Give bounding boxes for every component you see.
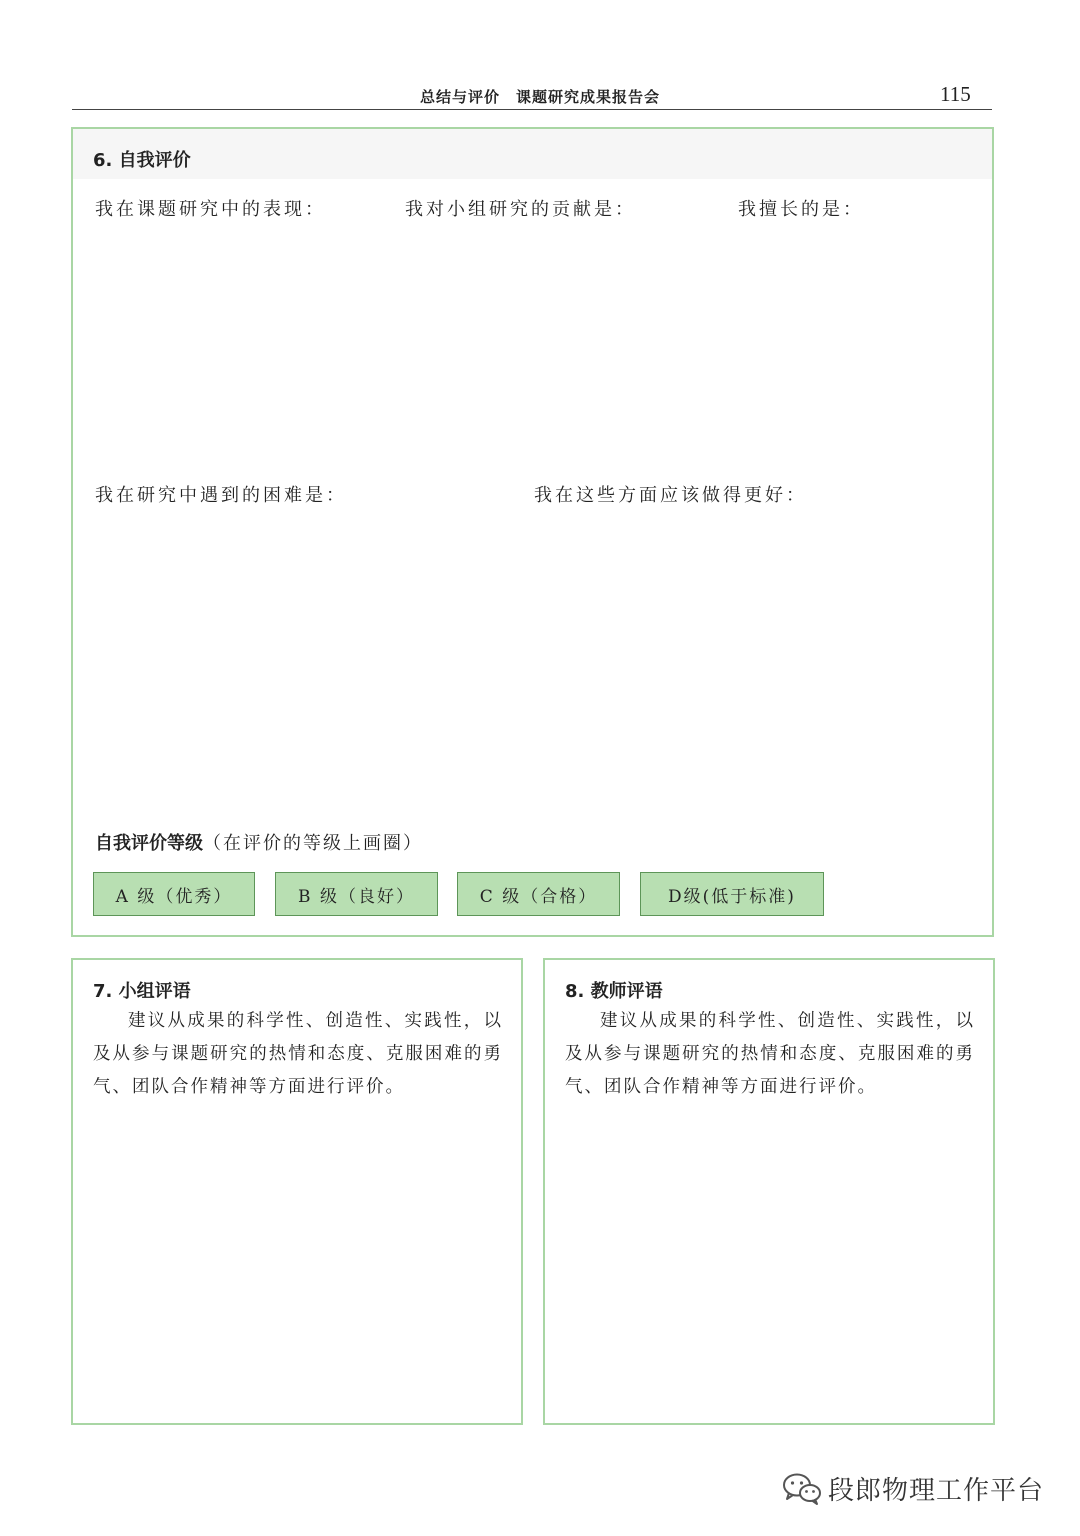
group-comment-box (71, 958, 523, 1425)
self-evaluation-box (71, 127, 994, 937)
page-number: 115 (940, 82, 971, 106)
grade-d-option[interactable]: D级(低于标准) (640, 872, 824, 916)
prompt-difficulty: 我在研究中遇到的困难是： (95, 485, 347, 506)
section-7-instructions: 建议从成果的科学性、创造性、实践性，以及从参与课题研究的热情和态度、克服困难的勇气、团队合作精神等方面进行评价。 (93, 1011, 503, 1097)
grade-c-option[interactable]: C 级（合格） (457, 872, 620, 916)
section-8-instructions: 建议从成果的科学性、创造性、实践性，以及从参与课题研究的热情和态度、克服困难的勇气、团队合作精神等方面进行评价。 (565, 1011, 975, 1097)
grade-label-title: 自我评价等级 (95, 833, 203, 854)
header-divider (72, 109, 992, 110)
prompt-contribution: 我对小组研究的贡献是： (405, 199, 636, 220)
grade-label-note: （在评价的等级上画圈） (203, 833, 423, 854)
prompt-strength: 我擅长的是： (738, 199, 864, 220)
grade-label (95, 829, 423, 855)
prompt-improve: 我在这些方面应该做得更好： (534, 485, 807, 506)
watermark-text: 段郎物理工作平台 (828, 1476, 1045, 1506)
grade-a-option[interactable]: A 级（优秀） (93, 872, 255, 916)
prompt-performance: 我在课题研究中的表现： (95, 199, 326, 220)
section-title-band (73, 129, 992, 179)
section-6-title: 6. 自我评价 (93, 150, 191, 171)
section-8-title: 8. 教师评语 (565, 981, 663, 1002)
wechat-icon (782, 1472, 822, 1506)
section-7-title: 7. 小组评语 (93, 981, 191, 1002)
teacher-comment-box (543, 958, 995, 1425)
running-header-title: 总结与评价 课题研究成果报告会 (419, 88, 660, 106)
watermark (782, 1470, 1044, 1507)
grade-b-option[interactable]: B 级（良好） (275, 872, 438, 916)
